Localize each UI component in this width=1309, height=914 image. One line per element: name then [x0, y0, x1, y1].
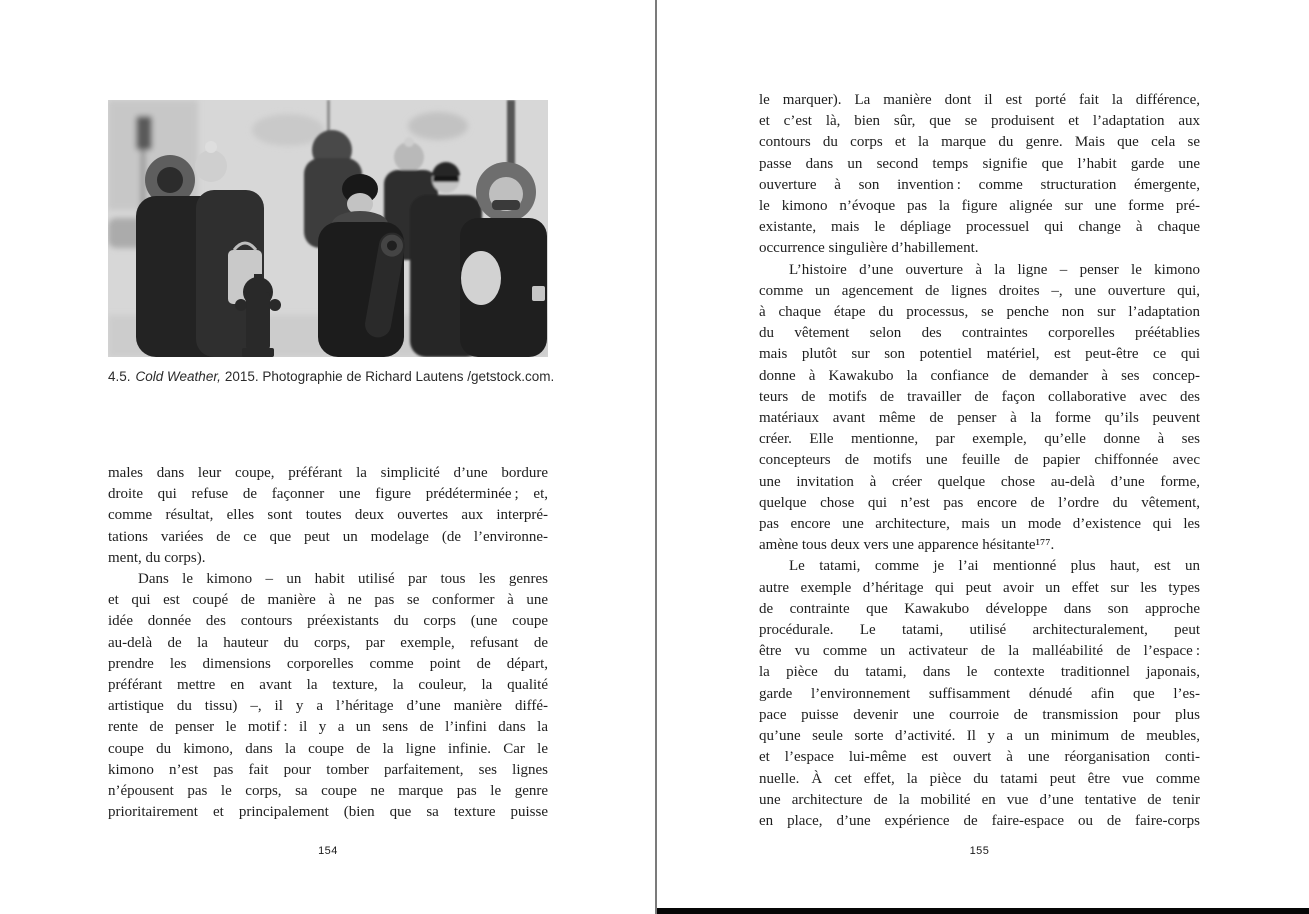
text-line: mais plutôt sur son potentiel matériel, est peut-être ce qui [759, 346, 1200, 363]
text-line: Le tatami, comme je l’ai mentionné plus haut, est un [789, 558, 1200, 575]
text-line: contours du corps et la marque du genre. Mais que cela se [759, 134, 1200, 151]
text-line: idée donnée des contours préexistants du corps (une coupe [108, 613, 548, 630]
text-line: à chaque étape du processus, se penche non sur l’adaptation [759, 304, 1200, 321]
text-line: qu’une seule sorte d’activité. Il y a un minimum de meubles, [759, 728, 1200, 745]
text-line: passe dans un second temps signifie que l’habit garde une [759, 155, 1200, 172]
text-line: matériaux avant même de penser à la forme qu’ils peuvent [759, 410, 1200, 427]
text-line: comme un agencement de lignes droites –, une ouverture qui, [759, 282, 1200, 299]
paragraph [108, 463, 548, 569]
text-line: et qui est coupé de manière à ne pas se conformer à une [108, 592, 548, 609]
text-line: concepteurs de motifs une feuille de papier chiffonnée avec [759, 452, 1200, 469]
cold-weather-photo [108, 100, 548, 357]
text-line: le kimono n’évoque pas la figure alignée sur une forme pré- [759, 198, 1200, 215]
right-text-column [759, 90, 1200, 832]
caption-number: 4.5. [108, 369, 131, 384]
text-line: garde l’environnement suffisamment dénudé afin que l’es- [759, 685, 1200, 702]
text-line: quelque chose qui n’est pas encore de l’ordre du vêtement, [759, 494, 1200, 511]
text-line: créer. Elle mentionne, par exemple, qu’elle donne à ses [759, 431, 1200, 448]
text-line: le marquer). La manière dont il est porté fait la différence, [759, 92, 1200, 108]
text-line: de contrainte que Kawakubo développe dans son approche [759, 600, 1200, 617]
page-number-right: 155 [969, 845, 990, 857]
text-line: pas encore une architecture, mais un mode d’existence qui les [759, 516, 1200, 533]
text-line: artistique du tissu) –, il y a l’héritage d’une manière diffé- [108, 698, 548, 715]
caption-title: Cold Weather, [135, 369, 221, 384]
left-text-column [108, 463, 548, 823]
text-line: au-delà de la hauteur du corps, par exemple, refusant de [108, 634, 548, 651]
figure-cold-weather [108, 100, 548, 357]
text-line: une invitation à créer quelque chose au-delà d’une forme, [759, 473, 1200, 490]
text-line: procédurale. Le tatami, utilisé architecturalement, peut [759, 622, 1200, 639]
text-line: coupe du kimono, dans la coupe de la ligne infinie. Car le [108, 740, 548, 757]
text-line: existante, mais le dépliage processuel qui change à chaque [759, 219, 1200, 236]
text-line: et l’espace lui-même est ouvert à une réorganisation conti- [759, 749, 1200, 766]
text-line: L’histoire d’une ouverture à la ligne – penser le kimono [789, 261, 1200, 278]
text-line: ment, du corps). [108, 549, 206, 566]
text-line: une architecture de la mobilité en vue d’une tentative de tenir [759, 791, 1200, 808]
text-line: n’épousent pas le corps, sa coupe ne marque pas le genre [108, 783, 548, 800]
text-line: pace puisse devenir une courroie de transmission pour plus [759, 706, 1200, 723]
page-number-left: 154 [318, 845, 338, 857]
text-line: males dans leur coupe, préférant la simplicité d’une bordure [108, 465, 548, 481]
bottom-edge-bar [657, 908, 1309, 914]
text-line: préférant mettre en avant la texture, la couleur, la qualité [108, 677, 548, 694]
text-line: occurrence singulière d’habillement. [759, 240, 979, 257]
text-line: être vu comme un activateur de la malléabilité de l’espace : [759, 643, 1200, 660]
text-line: en place, d’une expérience de faire-espace ou de faire-corps [759, 812, 1200, 829]
text-line: donne à Kawakubo la confiance de demander à ses concep- [759, 367, 1200, 384]
text-line: amène tous deux vers une apparence hésitante¹⁷⁷. [759, 537, 1055, 554]
text-line: kimono n’est pas fait pour tomber parfaitement, ses lignes [108, 761, 548, 778]
paragraph [759, 90, 1200, 260]
text-line: teurs de motifs de travailler de façon collaborative avec des [759, 388, 1200, 405]
page-divider [655, 0, 657, 914]
text-line: droite qui refuse de façonner une figure prédéterminée ; et, [108, 486, 548, 503]
text-line: comme résultat, elles sont toutes deux ouvertes aux interpré- [108, 507, 548, 524]
paragraph [759, 556, 1200, 832]
text-line: du vêtement selon des contraintes corporelles préétablies [759, 325, 1200, 342]
figure-caption [108, 368, 558, 386]
text-line: autre exemple d’héritage qui peut avoir un effet sur les types [759, 579, 1200, 596]
text-line: et c’est là, bien sûr, que se produisent et l’adaptation aux [759, 113, 1200, 130]
text-line: Dans le kimono – un habit utilisé par tous les genres [138, 571, 548, 588]
text-line: la pièce du tatami, dans le contexte traditionnel japonais, [759, 664, 1200, 681]
paragraph [759, 260, 1200, 557]
paragraph [108, 569, 548, 823]
text-line: prendre les dimensions corporelles comme point de départ, [108, 655, 548, 672]
text-line: ouverture à son invention : comme structuration émergente, [759, 176, 1200, 193]
caption-credit: 2015. Photographie de Richard Lautens /getstock.com. [224, 369, 555, 384]
text-line: nuelle. À cet effet, la pièce du tatami peut être vue comme [759, 770, 1200, 787]
text-line: tations variées de ce que peut un modelage (de l’environne- [108, 528, 548, 545]
text-line: rente de penser le motif : il y a un sens de l’infini dans la [108, 719, 548, 736]
text-line: prioritairement et principalement (bien que sa texture puisse [108, 804, 548, 821]
